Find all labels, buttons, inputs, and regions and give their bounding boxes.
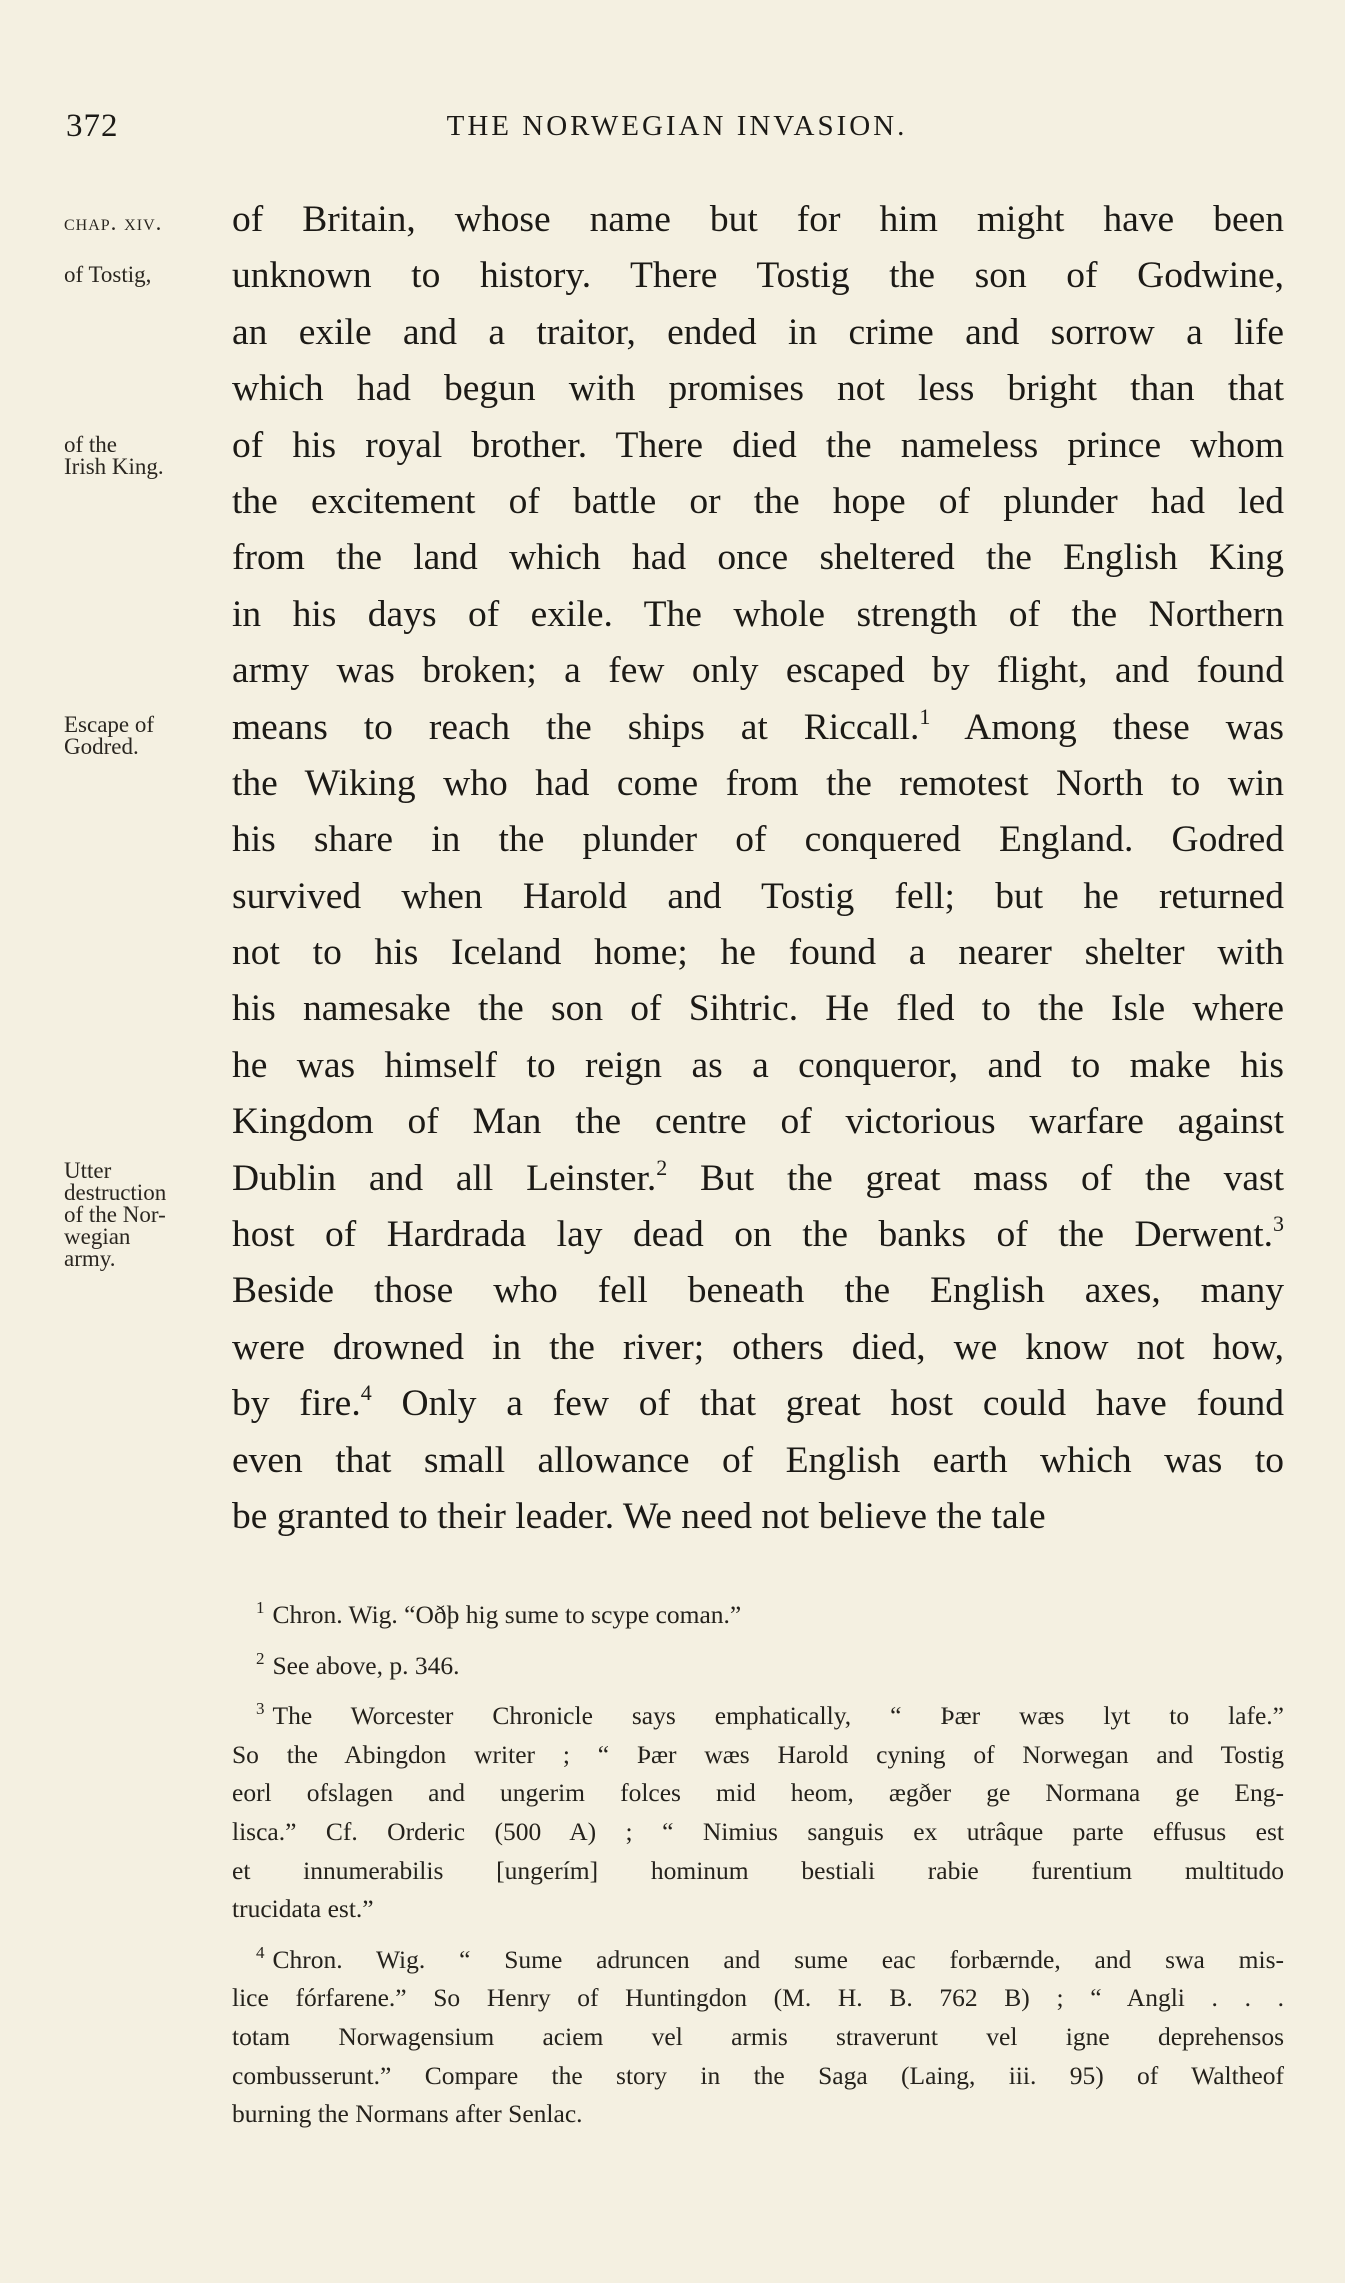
body-text	[232, 192, 1284, 1545]
footnote-ref[interactable]: 1	[919, 703, 931, 729]
text-line: survived when Harold and Tostig fell; but he returned	[232, 875, 1284, 917]
text-line: from the land which had once sheltered the English King	[232, 537, 1284, 579]
text-line: his namesake the son of Sihtric. He fled to the Isle where	[232, 988, 1284, 1030]
text-line: of Britain, whose name but for him might have been	[232, 199, 1284, 240]
text-line: host of Hardrada lay dead on the banks of the Derwent.$^3$	[232, 1211, 1284, 1256]
footnote-3: $^3$ The Worcester Chronicle says emphatically, “ Þær wæs lyt to lafe.” So the Abingdon writer ; “ Þær wæs Harold cyning of Norwegan and Tostig eorl ofslagen and ungerim folces mid heom, ægðer ge Normana ge Eng- lisca.” Cf. Orderic (500 A) ; “ Nimius sanguis ex utrâque parte effusus est et innumerabilis [ungerím] hominum bestiali rabie furentium multitudo trucidata est.”	[232, 1699, 1284, 1924]
footnote-1: $^1$ Chron. Wig. “Oðþ hig sume to scype coman.”	[256, 1598, 742, 1629]
text-line: he was himself to reign as a conqueror, and to make his	[232, 1044, 1284, 1086]
text-line: unknown to history. There Tostig the son of Godwine,	[232, 255, 1284, 297]
page-number: 372	[66, 108, 119, 144]
footnote-mark: 4	[256, 1942, 265, 1962]
text-line: in his days of exile. The whole strength of the Northern	[232, 593, 1284, 635]
text-line: even that small allowance of English earth which was to	[232, 1439, 1284, 1481]
margin-note-chapter: chap. xiv.	[64, 210, 163, 235]
footnote-ref[interactable]: 4	[360, 1380, 372, 1406]
footnote-mark: 1	[256, 1598, 265, 1617]
text-line: which had begun with promises not less bright than that	[232, 368, 1284, 410]
footnote-4: $^4$ Chron. Wig. “ Sume adruncen and sume eac forbærnde, and swa mis- lice fórfarene.” So Henry of Huntingdon (M. H. B. 762 B) ; “ Angli . . . totam Norwagensium aciem vel armis straverunt vel igne deprehensos combusserunt.” Compare the story in the Saga (Laing, iii. 95) of Waltheof burning the Normans after Senlac.	[232, 1942, 1284, 2129]
text-line: not to his Iceland home; he found a nearer shelter with	[232, 932, 1284, 974]
text-line: the Wiking who had come from the remotest North to win	[232, 762, 1284, 804]
text-line: the excitement of battle or the hope of plunder had led	[232, 480, 1284, 522]
text-line: an exile and a traitor, ended in crime and sorrow a life	[232, 311, 1284, 353]
margin-note-norwegian-army: Utter destruction of the Nor- wegian army.	[64, 1158, 167, 1271]
footnotes	[232, 1596, 1284, 2146]
running-title: THE NORWEGIAN INVASION.	[446, 110, 908, 142]
footnote-ref[interactable]: 2	[656, 1154, 668, 1180]
footnote-mark: 2	[256, 1648, 265, 1668]
margin-note-godred: Escape of Godred.	[64, 712, 155, 759]
footnote-mark: 3	[256, 1699, 265, 1719]
text-line: were drowned in the river; others died, we know not how,	[232, 1326, 1284, 1368]
page-header	[66, 108, 1288, 148]
text-line: Kingdom of Man the centre of victorious warfare against	[232, 1101, 1284, 1143]
text-line: of his royal brother. There died the nameless prince whom	[232, 424, 1284, 466]
text-line: be granted to their leader. We need not believe the tale	[232, 1495, 1046, 1537]
text-line: his share in the plunder of conquered England. Godred	[232, 819, 1284, 861]
text-line: by fire.$^4$ Only a few of that great host could have found	[232, 1380, 1285, 1425]
text-line: means to reach the ships at Riccall.$^1$ Among these was	[232, 703, 1284, 748]
text-line: army was broken; a few only escaped by flight, and found	[232, 650, 1284, 692]
text-line: Beside those who fell beneath the English axes, many	[232, 1270, 1284, 1312]
text-line: Dublin and all Leinster.$^2$ But the great mass of the vast	[232, 1154, 1284, 1199]
footnote-ref[interactable]: 3	[1273, 1211, 1284, 1237]
margin-note-tostig: of Tostig,	[64, 262, 152, 287]
margin-note-irish-king: of the Irish King.	[64, 432, 164, 479]
footnote-2: $^2$ See above, p. 346.	[256, 1648, 460, 1680]
